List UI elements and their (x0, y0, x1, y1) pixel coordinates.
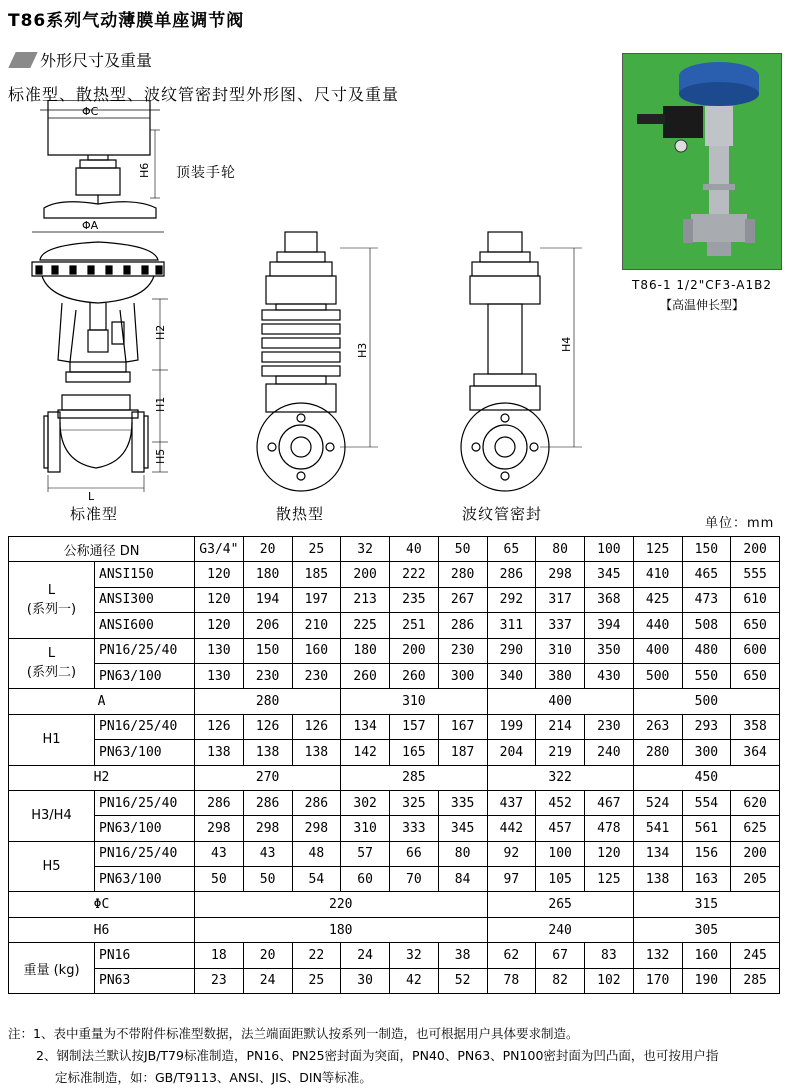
h5-value: 200 (731, 841, 780, 866)
table-row (9, 714, 780, 739)
fig-label-standard: 标准型 (70, 505, 119, 523)
h5-value: 84 (438, 867, 487, 892)
h1-value: 142 (341, 740, 390, 765)
l-series1-value: 311 (487, 613, 536, 638)
l-series2-value: 160 (292, 638, 341, 663)
h1-value: 280 (633, 740, 682, 765)
dn-value: G3/4" (195, 537, 244, 562)
h5-value: 80 (438, 841, 487, 866)
weight-value: 132 (633, 943, 682, 968)
h34-value: 467 (585, 790, 634, 815)
l-series2-value: 350 (585, 638, 634, 663)
dn-value: 65 (487, 537, 536, 562)
weight-value: 102 (585, 968, 634, 993)
a-value: 400 (487, 689, 633, 714)
weight-value: 62 (487, 943, 536, 968)
h5-value: 54 (292, 867, 341, 892)
table-row (9, 663, 780, 688)
dn-value: 125 (633, 537, 682, 562)
weight-value: 42 (390, 968, 439, 993)
notes (8, 1023, 793, 1089)
a-value: 310 (341, 689, 487, 714)
h2-value: 270 (195, 765, 341, 790)
l-series1-value: 440 (633, 613, 682, 638)
h34-value: 335 (438, 790, 487, 815)
l-series1-value: 292 (487, 587, 536, 612)
l-series1-value: 650 (731, 613, 780, 638)
table-row (9, 816, 780, 841)
l-series1-value: 465 (682, 562, 731, 587)
l-series2-value: 430 (585, 663, 634, 688)
weight-value: 25 (292, 968, 341, 993)
l-series1-label: L (系列一) (9, 562, 95, 638)
h1-value: 204 (487, 740, 536, 765)
l-series1-value: 286 (438, 613, 487, 638)
h5-value: 156 (682, 841, 731, 866)
h1-sub: PN16/25/40 (95, 714, 195, 739)
section-title: 外形尺寸及重量 (40, 51, 153, 70)
l-series2-value: 380 (536, 663, 585, 688)
h5-value: 92 (487, 841, 536, 866)
dim-h3: H3 (356, 342, 369, 358)
note-line-1: 注：1、表中重量为不带附件标准型数据，法兰端面距默认按系列一制造，也可根据用户具体要求制造。 (8, 1026, 579, 1041)
h34-sub: PN16/25/40 (95, 790, 195, 815)
weight-value: 52 (438, 968, 487, 993)
h34-value: 286 (195, 790, 244, 815)
section-marker-icon (8, 52, 37, 68)
h5-value: 48 (292, 841, 341, 866)
weight-value: 160 (682, 943, 731, 968)
weight-value: 24 (341, 943, 390, 968)
handwheel-label: 顶装手轮 (176, 165, 236, 181)
h34-value: 541 (633, 816, 682, 841)
l-series1-value: 222 (390, 562, 439, 587)
l-series1-value: 200 (341, 562, 390, 587)
weight-value: 22 (292, 943, 341, 968)
table-row (9, 765, 780, 790)
table-row (9, 638, 780, 663)
dim-h2: H2 (154, 324, 167, 340)
l-series1-value: 425 (633, 587, 682, 612)
h5-value: 120 (585, 841, 634, 866)
weight-value: 24 (243, 968, 292, 993)
drawing-subtitle: 标准型、散热型、波纹管密封型外形图、尺寸及重量 (8, 85, 400, 104)
h1-value: 300 (682, 740, 731, 765)
h1-value: 293 (682, 714, 731, 739)
dn-value: 100 (585, 537, 634, 562)
h5-value: 57 (341, 841, 390, 866)
h1-value: 126 (195, 714, 244, 739)
dn-value: 50 (438, 537, 487, 562)
l-series2-value: 230 (243, 663, 292, 688)
h5-value: 100 (536, 841, 585, 866)
l-series2-value: 150 (243, 638, 292, 663)
dim-phi-a: ΦA (82, 219, 99, 232)
weight-value: 32 (390, 943, 439, 968)
dim-h5: H5 (154, 448, 167, 464)
h1-value: 240 (585, 740, 634, 765)
dim-l: L (88, 490, 95, 503)
l-series2-sub: PN16/25/40 (95, 638, 195, 663)
weight-value: 82 (536, 968, 585, 993)
h1-value: 165 (390, 740, 439, 765)
l-series2-value: 180 (341, 638, 390, 663)
table-row (9, 892, 780, 917)
l-series1-value: 610 (731, 587, 780, 612)
phic-value: 315 (633, 892, 779, 917)
table-row (9, 613, 780, 638)
l-series1-value: 410 (633, 562, 682, 587)
h5-value: 163 (682, 867, 731, 892)
h34-value: 310 (341, 816, 390, 841)
a-label: A (9, 689, 195, 714)
l-series1-value: 508 (682, 613, 731, 638)
h34-value: 298 (292, 816, 341, 841)
weight-value: 190 (682, 968, 731, 993)
l-series2-value: 230 (292, 663, 341, 688)
weight-value: 83 (585, 943, 634, 968)
h5-value: 70 (390, 867, 439, 892)
l-series1-value: 473 (682, 587, 731, 612)
l-series1-value: 280 (438, 562, 487, 587)
l-series1-value: 251 (390, 613, 439, 638)
a-value: 280 (195, 689, 341, 714)
dn-value: 200 (731, 537, 780, 562)
l-series2-sub: PN63/100 (95, 663, 195, 688)
l-series2-value: 300 (438, 663, 487, 688)
h5-value: 43 (195, 841, 244, 866)
l-series2-value: 480 (682, 638, 731, 663)
table-row (9, 968, 780, 993)
l-series2-value: 600 (731, 638, 780, 663)
dn-value: 32 (341, 537, 390, 562)
h5-value: 125 (585, 867, 634, 892)
h1-label: H1 (9, 714, 95, 765)
phic-value: 265 (487, 892, 633, 917)
dn-value: 40 (390, 537, 439, 562)
h34-value: 286 (243, 790, 292, 815)
h5-value: 105 (536, 867, 585, 892)
dn-value: 25 (292, 537, 341, 562)
weight-value: 67 (536, 943, 585, 968)
h34-value: 302 (341, 790, 390, 815)
l-series1-value: 197 (292, 587, 341, 612)
h34-value: 298 (243, 816, 292, 841)
dim-phi-c: ΦC (82, 105, 99, 118)
fig-label-heat: 散热型 (276, 505, 325, 523)
l-series2-value: 260 (390, 663, 439, 688)
l-series2-value: 310 (536, 638, 585, 663)
h1-value: 134 (341, 714, 390, 739)
l-series1-value: 225 (341, 613, 390, 638)
weight-value: 23 (195, 968, 244, 993)
h34-value: 325 (390, 790, 439, 815)
h34-value: 457 (536, 816, 585, 841)
page-title: T86系列气动薄膜单座调节阀 (8, 11, 245, 31)
photo-caption-model: T86-1 1/2"CF3-A1B2 (632, 278, 772, 292)
h5-value: 97 (487, 867, 536, 892)
h34-value: 437 (487, 790, 536, 815)
h1-value: 126 (292, 714, 341, 739)
h34-value: 298 (195, 816, 244, 841)
l-series2-value: 230 (438, 638, 487, 663)
l-series1-value: 120 (195, 613, 244, 638)
dn-value: 150 (682, 537, 731, 562)
h5-value: 50 (195, 867, 244, 892)
l-series1-value: 206 (243, 613, 292, 638)
table-row (9, 867, 780, 892)
dim-h6: H6 (138, 162, 151, 178)
table-row (9, 587, 780, 612)
unit-label: 单位：mm (705, 516, 775, 531)
l-series1-value: 337 (536, 613, 585, 638)
l-series1-value: 120 (195, 587, 244, 612)
h5-value: 43 (243, 841, 292, 866)
h2-label: H2 (9, 765, 195, 790)
h1-value: 138 (195, 740, 244, 765)
table-row (9, 740, 780, 765)
h34-value: 478 (585, 816, 634, 841)
h1-value: 214 (536, 714, 585, 739)
h5-value: 66 (390, 841, 439, 866)
h5-value: 205 (731, 867, 780, 892)
h6-value: 240 (487, 917, 633, 942)
h34-label: H3/H4 (9, 790, 95, 841)
l-series1-value: 235 (390, 587, 439, 612)
table-row (9, 841, 780, 866)
l-series1-value: 317 (536, 587, 585, 612)
l-series2-value: 130 (195, 663, 244, 688)
h1-value: 263 (633, 714, 682, 739)
product-photo (622, 53, 782, 270)
h34-value: 286 (292, 790, 341, 815)
h1-value: 167 (438, 714, 487, 739)
weight-value: 78 (487, 968, 536, 993)
h2-value: 322 (487, 765, 633, 790)
l-series2-value: 400 (633, 638, 682, 663)
phic-value: 220 (195, 892, 488, 917)
h34-value: 625 (731, 816, 780, 841)
l-series2-value: 500 (633, 663, 682, 688)
note-line-2: 2、钢制法兰默认按JB/T79标准制造，PN16、PN25密封面为突面，PN40、PN63、PN100密封面为凹凸面，也可按用户指 (36, 1048, 719, 1063)
h34-value: 345 (438, 816, 487, 841)
h1-value: 358 (731, 714, 780, 739)
l-series1-value: 298 (536, 562, 585, 587)
table-row (9, 537, 780, 562)
h1-value: 126 (243, 714, 292, 739)
h1-value: 219 (536, 740, 585, 765)
weight-value: 285 (731, 968, 780, 993)
dn-label: 公称通径 DN (9, 537, 195, 562)
table-row (9, 562, 780, 587)
h34-value: 452 (536, 790, 585, 815)
l-series1-value: 286 (487, 562, 536, 587)
h5-value: 138 (633, 867, 682, 892)
l-series2-value: 290 (487, 638, 536, 663)
l-series2-value: 130 (195, 638, 244, 663)
table-row (9, 917, 780, 942)
weight-value: 30 (341, 968, 390, 993)
h1-value: 230 (585, 714, 634, 739)
l-series1-value: 394 (585, 613, 634, 638)
l-series1-value: 180 (243, 562, 292, 587)
weight-value: 170 (633, 968, 682, 993)
h5-sub: PN16/25/40 (95, 841, 195, 866)
h1-value: 364 (731, 740, 780, 765)
l-series1-sub: ANSI300 (95, 587, 195, 612)
h1-value: 187 (438, 740, 487, 765)
l-series1-value: 555 (731, 562, 780, 587)
weight-value: 38 (438, 943, 487, 968)
section-heading (8, 48, 152, 71)
h34-value: 554 (682, 790, 731, 815)
weight-value: 245 (731, 943, 780, 968)
h1-sub: PN63/100 (95, 740, 195, 765)
l-series1-value: 185 (292, 562, 341, 587)
l-series2-label: L (系列二) (9, 638, 95, 689)
h6-value: 180 (195, 917, 488, 942)
weight-value: 20 (243, 943, 292, 968)
l-series1-sub: ANSI600 (95, 613, 195, 638)
l-series1-value: 345 (585, 562, 634, 587)
h1-value: 157 (390, 714, 439, 739)
dn-value: 80 (536, 537, 585, 562)
a-value: 500 (633, 689, 779, 714)
l-series1-value: 194 (243, 587, 292, 612)
spec-table (8, 536, 780, 994)
l-series1-value: 213 (341, 587, 390, 612)
h6-label: H6 (9, 917, 195, 942)
outline-drawings (0, 100, 620, 530)
weight-sub: PN63 (95, 968, 195, 993)
table-row (9, 689, 780, 714)
table-row (9, 943, 780, 968)
h34-sub: PN63/100 (95, 816, 195, 841)
h34-value: 620 (731, 790, 780, 815)
dn-value: 20 (243, 537, 292, 562)
l-series1-value: 210 (292, 613, 341, 638)
h2-value: 450 (633, 765, 779, 790)
l-series2-value: 550 (682, 663, 731, 688)
h34-value: 561 (682, 816, 731, 841)
weight-sub: PN16 (95, 943, 195, 968)
note-line-3: 定标准制造，如：GB/T9113、ANSI、JIS、DIN等标准。 (55, 1070, 372, 1085)
h5-value: 50 (243, 867, 292, 892)
h6-value: 305 (633, 917, 779, 942)
h2-value: 285 (341, 765, 487, 790)
fig-label-bellows: 波纹管密封 (462, 505, 543, 523)
photo-caption-type: 【高温伸长型】 (659, 298, 744, 312)
weight-label: 重量 (kg) (9, 943, 95, 994)
h5-label: H5 (9, 841, 95, 892)
h5-sub: PN63/100 (95, 867, 195, 892)
l-series2-value: 260 (341, 663, 390, 688)
dim-h4: H4 (560, 336, 573, 352)
h34-value: 333 (390, 816, 439, 841)
l-series2-value: 200 (390, 638, 439, 663)
h1-value: 138 (292, 740, 341, 765)
l-series1-value: 368 (585, 587, 634, 612)
h34-value: 442 (487, 816, 536, 841)
l-series2-value: 650 (731, 663, 780, 688)
h34-value: 524 (633, 790, 682, 815)
l-series1-sub: ANSI150 (95, 562, 195, 587)
h5-value: 60 (341, 867, 390, 892)
weight-value: 18 (195, 943, 244, 968)
h5-value: 134 (633, 841, 682, 866)
h1-value: 199 (487, 714, 536, 739)
table-row (9, 790, 780, 815)
l-series2-value: 340 (487, 663, 536, 688)
l-series1-value: 267 (438, 587, 487, 612)
l-series1-value: 120 (195, 562, 244, 587)
phic-label: ΦC (9, 892, 195, 917)
h1-value: 138 (243, 740, 292, 765)
dim-h1: H1 (154, 396, 167, 412)
